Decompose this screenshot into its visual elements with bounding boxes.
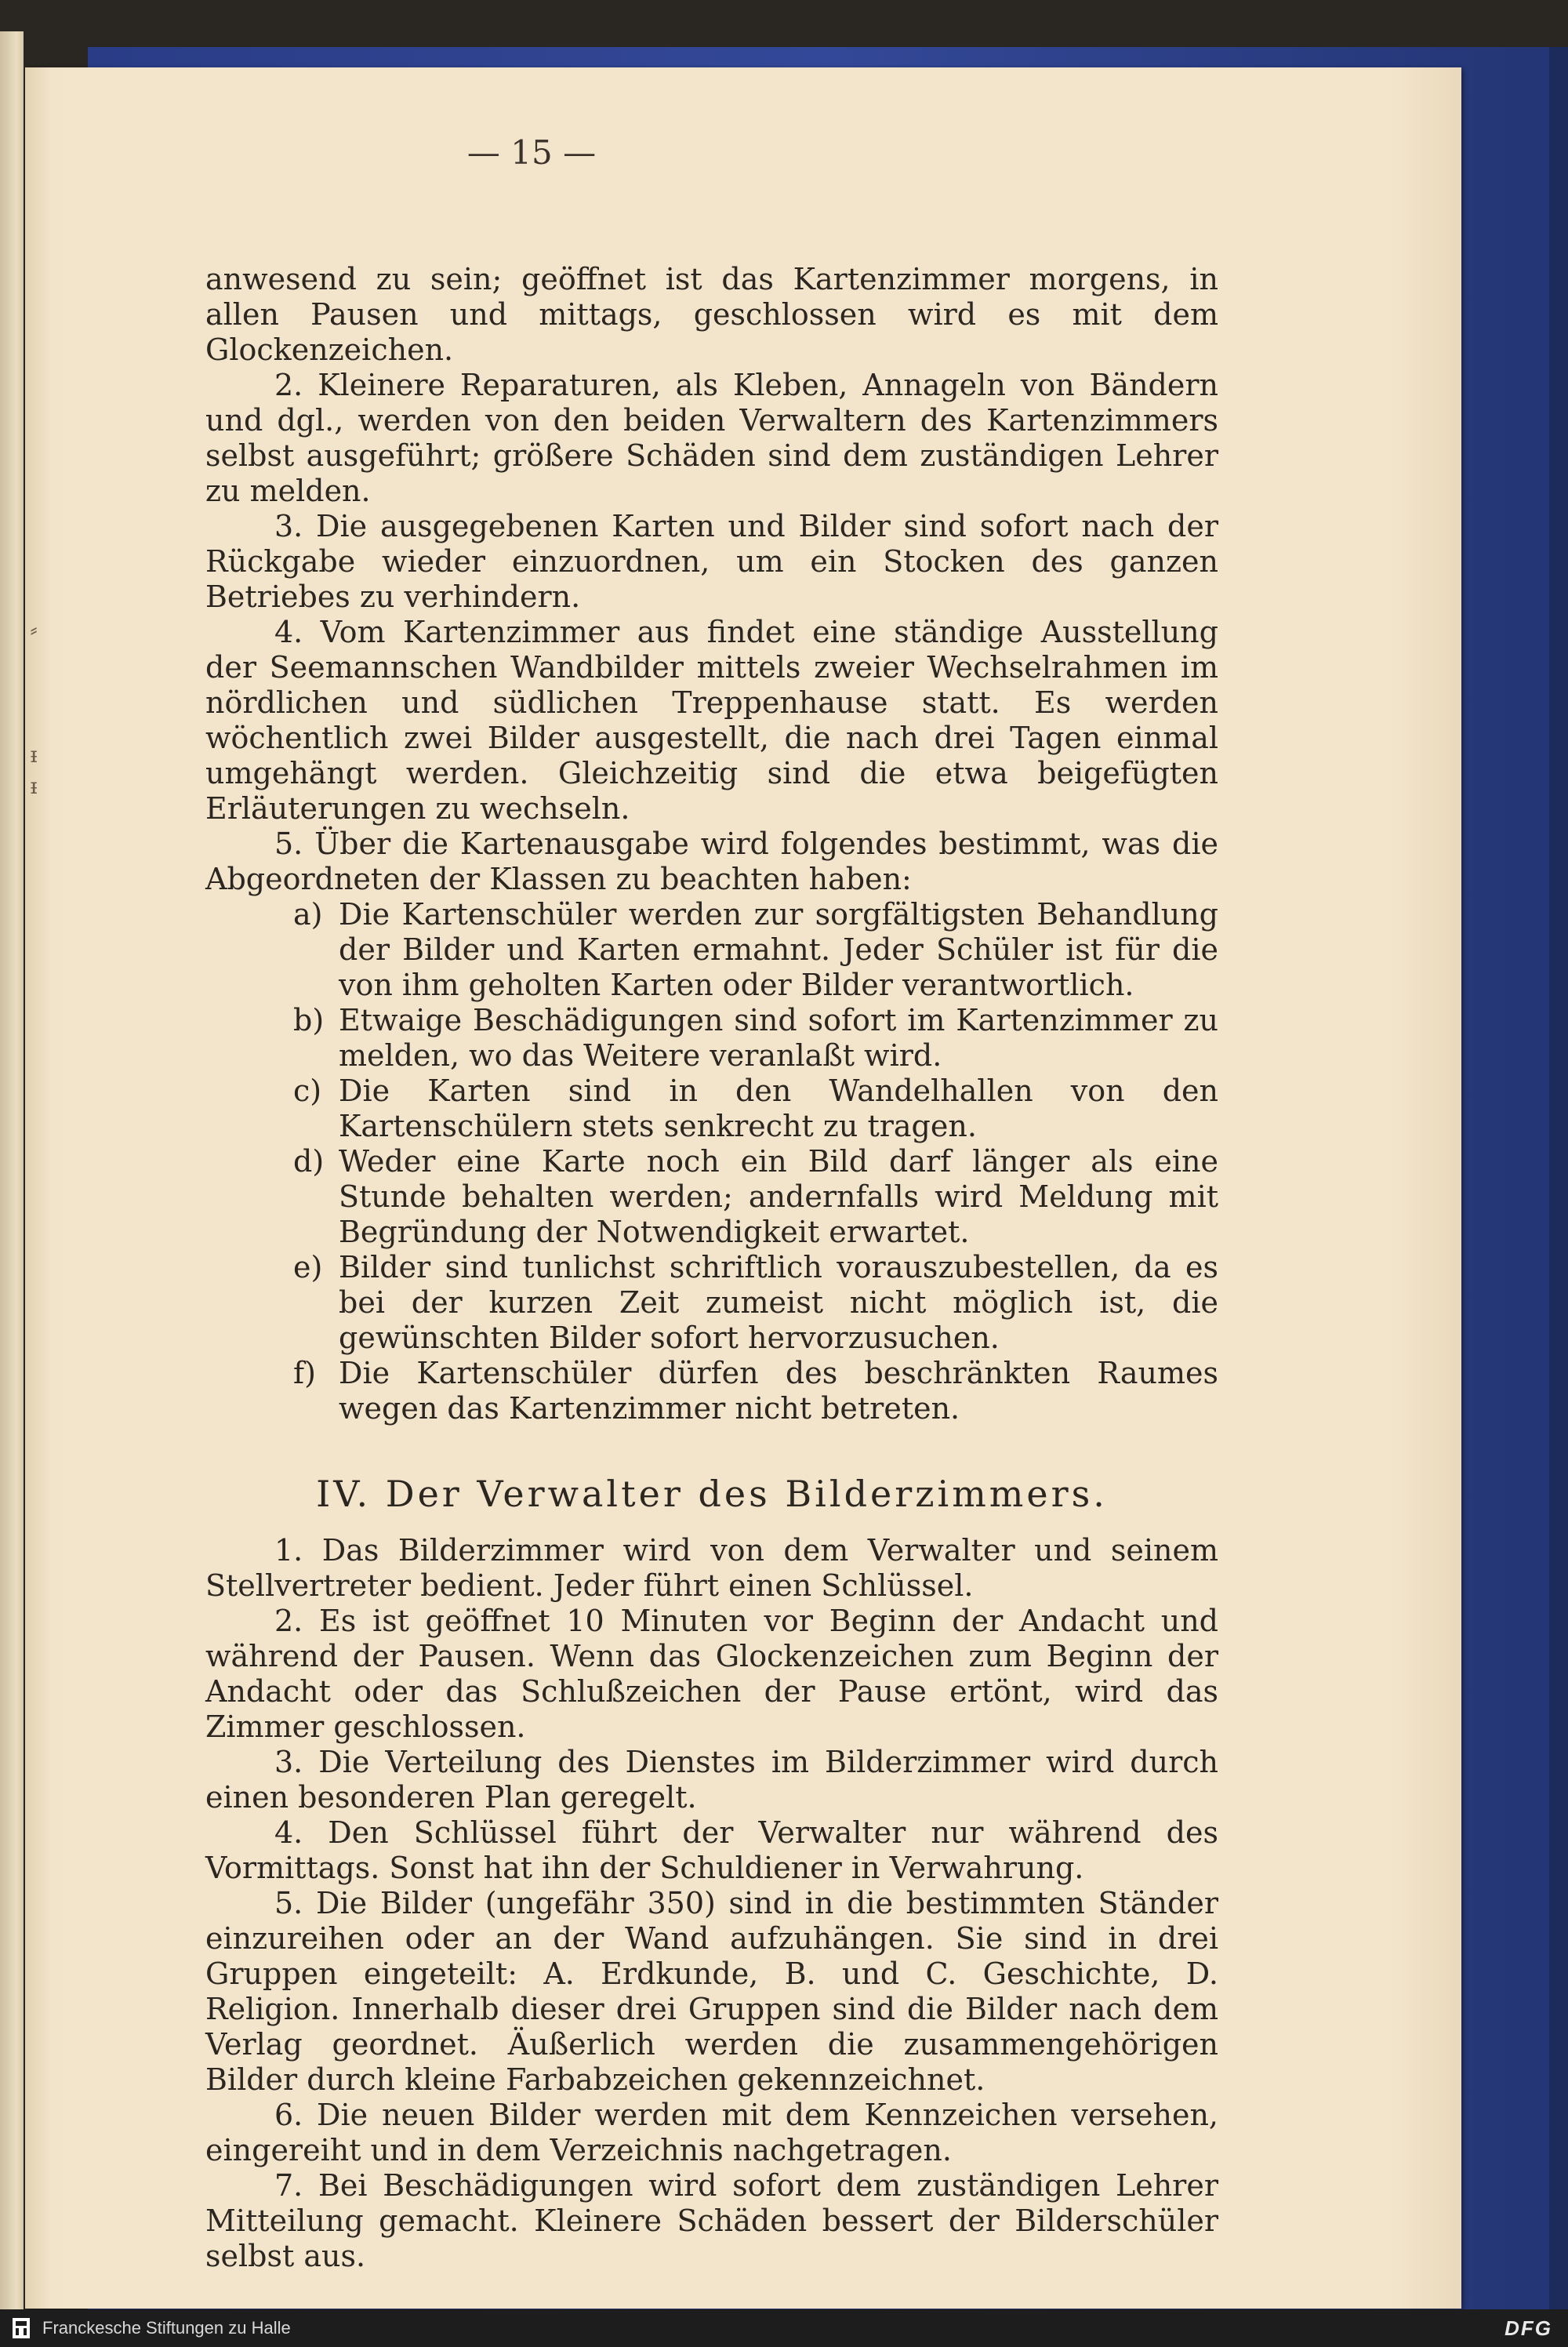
list-marker: c) (293, 1074, 322, 1108)
paragraph: 2. Kleinere Reparaturen, als Kleben, Annageln von Bändern und dgl., werden von den beiden Verwaltern des Kartenzimmers selbst ausgeführt; größere Schäden sind dem zuständigen Lehrer zu melden. (205, 368, 1218, 508)
list-marker: e) (293, 1250, 323, 1284)
paragraph: 3. Die ausgegebenen Karten und Bilder sind sofort nach der Rückgabe wieder einzuordnen, um ein Stocken des ganzen Betriebes zu verhindern. (205, 509, 1218, 614)
paragraph: 6. Die neuen Bilder werden mit dem Kennzeichen versehen, eingereiht und in dem Verzeichnis nachgetragen. (205, 2098, 1218, 2167)
list-item (205, 1074, 1218, 1144)
list-item-text: Bilder sind tunlichst schriftlich vorauszubestellen, da es bei der kurzen Zeit zumeist nicht möglich ist, die gewünschten Bilder sofort hervorzusuchen. (339, 1250, 1218, 1355)
page-body (205, 262, 1218, 2274)
paragraph: 7. Bei Beschädigungen wird sofort dem zuständigen Lehrer Mitteilung gemacht. Kleinere Schäden bessert der Bilderschüler selbst aus. (205, 2168, 1218, 2273)
list-marker: a) (293, 897, 323, 932)
paragraph: 4. Vom Kartenzimmer aus findet eine ständige Ausstellung der Seemannschen Wandbilder mittels zweier Wechselrahmen im nördlichen und südlichen Treppenhause statt. Es werden wöchentlich zwei Bilder ausgestellt, die nach drei Tagen einmal umgehängt werden. Gleichzeitig sind die etwa beigefügten Erläuterungen zu wechseln. (205, 615, 1218, 826)
gutter-mark-icon: ᵻ (30, 773, 38, 799)
list-item-text: Die Kartenschüler werden zur sorgfältigsten Behandlung der Bilder und Karten ermahnt. Jeder Schüler ist für die von ihm geholten Karten oder Bilder verantwortlich. (339, 897, 1218, 1002)
gutter-mark-icon: ᵻ (30, 742, 38, 768)
paragraph: 2. Es ist geöffnet 10 Minuten vor Beginn der Andacht und während der Pausen. Wenn das Glockenzeichen zum Beginn der Andacht oder das Schlußzeichen der Pause ertönt, wird das Zimmer geschlossen. (205, 1604, 1218, 1744)
list-item-text: Etwaige Beschädigungen sind sofort im Kartenzimmer zu melden, wo das Weitere veranlaßt wird. (339, 1003, 1218, 1073)
list-item (205, 1250, 1218, 1356)
list-item (205, 1144, 1218, 1250)
page-number: — 15 — (466, 133, 597, 172)
list-item (205, 1003, 1218, 1074)
book-page (25, 67, 1461, 2309)
list-item-text: Weder eine Karte noch ein Bild darf länger als eine Stunde behalten werden; andernfalls wird Meldung mit Begründung der Notwendigkeit erwartet. (339, 1144, 1218, 1249)
rules-list (205, 897, 1218, 1426)
paragraph: 1. Das Bilderzimmer wird von dem Verwalter und seinem Stellvertreter bedient. Jeder führt einen Schlüssel. (205, 1533, 1218, 1603)
paragraph: 4. Den Schlüssel führt der Verwalter nur während des Vormittags. Sonst hat ihn der Schuldiener in Verwahrung. (205, 1815, 1218, 1885)
list-marker: d) (293, 1144, 325, 1179)
dfg-logo: DFG (1504, 2316, 1552, 2340)
institution-name: Franckesche Stiftungen zu Halle (42, 2318, 291, 2338)
book-cover-edge (1549, 47, 1568, 2329)
list-item-text: Die Kartenschüler dürfen des beschränkten Raumes wegen das Kartenzimmer nicht betreten. (339, 1356, 1218, 1426)
list-item (205, 1356, 1218, 1426)
list-item-text: Die Karten sind in den Wandelhallen von den Kartenschülern stets senkrecht zu tragen. (339, 1074, 1218, 1143)
paragraph: 5. Die Bilder (ungefähr 350) sind in die bestimmten Ständer einzureihen oder an der Wand aufzuhängen. Sie sind in drei Gruppen eingeteilt: A. Erdkunde, B. und C. Geschichte, D. Religion. Innerhalb dieser drei Gruppen sind die Bilder nach dem Verlag geordnet. Äußerlich werden die zusammengehörigen Bilder durch kleine Farbabzeichen gekennzeichnet. (205, 1886, 1218, 2097)
list-item (205, 897, 1218, 1003)
footer-bar (0, 2309, 1568, 2347)
paragraph: 3. Die Verteilung des Dienstes im Bilderzimmer wird durch einen besonderen Plan geregelt. (205, 1745, 1218, 1815)
gutter-mark-icon: ⸗ (30, 616, 38, 642)
section-heading: IV. Der Verwalter des Bilderzimmers. (316, 1473, 1108, 1515)
list-marker: b) (293, 1003, 325, 1037)
previous-page-edge (0, 31, 24, 2329)
franckesche-stiftungen-logo-icon (8, 2315, 34, 2342)
paragraph: anwesend zu sein; geöffnet ist das Kartenzimmer morgens, in allen Pausen und mittags, geschlossen wird es mit dem Glockenzeichen. (205, 262, 1218, 367)
paragraph: 5. Über die Kartenausgabe wird folgendes bestimmt, was die Abgeordneten der Klassen zu beachten haben: (205, 827, 1218, 896)
list-marker: f) (293, 1356, 316, 1390)
